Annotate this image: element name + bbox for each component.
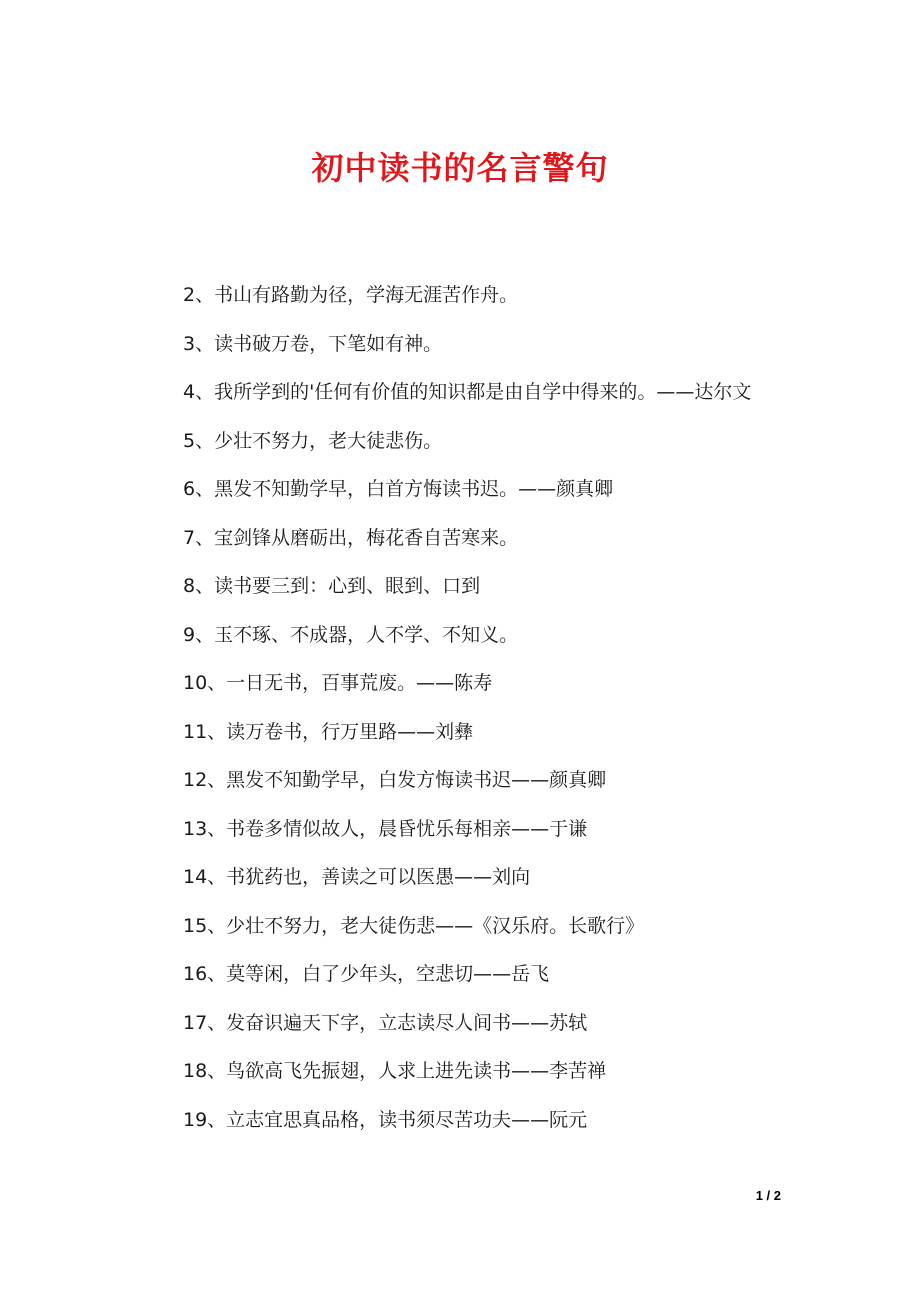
quote-item: 12、黑发不知勤学早，白发方悔读书迟——颜真卿 <box>183 769 607 791</box>
quote-item: 5、少壮不努力，老大徒悲伤。 <box>183 429 443 452</box>
quote-item: 9、玉不琢、不成器，人不学、不知义。 <box>183 623 519 646</box>
quote-item: 17、发奋识遍天下字，立志读尽人间书——苏轼 <box>183 1011 588 1034</box>
quote-item: 19、立志宜思真品格，读书须尽苦功夫——阮元 <box>183 1108 588 1131</box>
quote-item: 11、读万卷书，行万里路——刘彝 <box>183 720 474 743</box>
quote-item: 15、少壮不努力，老大徒伤悲——《汉乐府。长歌行》 <box>183 914 645 937</box>
quote-item: 3、读书破万卷，下笔如有神。 <box>183 332 443 355</box>
document-title: 初中读书的名言警句 <box>311 149 609 187</box>
quote-item: 8、读书要三到：心到、眼到、口到 <box>183 575 481 597</box>
quote-item: 13、书卷多情似故人，晨昏忧乐每相亲——于谦 <box>183 817 588 840</box>
quote-item: 10、一日无书，百事荒废。——陈寿 <box>183 672 493 694</box>
quote-item: 16、莫等闲，白了少年头，空悲切——岳飞 <box>183 963 550 985</box>
quote-item: 18、鸟欲高飞先振翅，人求上进先读书——李苦禅 <box>183 1060 607 1082</box>
page-number: 1 / 2 <box>755 1188 781 1203</box>
quote-item: 4、我所学到的'任何有价值的知识都是由自学中得来的。——达尔文 <box>183 381 752 403</box>
quote-item: 6、黑发不知勤学早，白首方悔读书迟。——颜真卿 <box>183 478 614 500</box>
quote-item: 7、宝剑锋从磨砺出，梅花香自苦寒来。 <box>183 526 519 549</box>
quote-item: 2、书山有路勤为径，学海无涯苦作舟。 <box>183 284 519 306</box>
quote-list <box>141 271 781 1144</box>
quote-item: 14、书犹药也，善读之可以医愚——刘向 <box>183 866 531 888</box>
